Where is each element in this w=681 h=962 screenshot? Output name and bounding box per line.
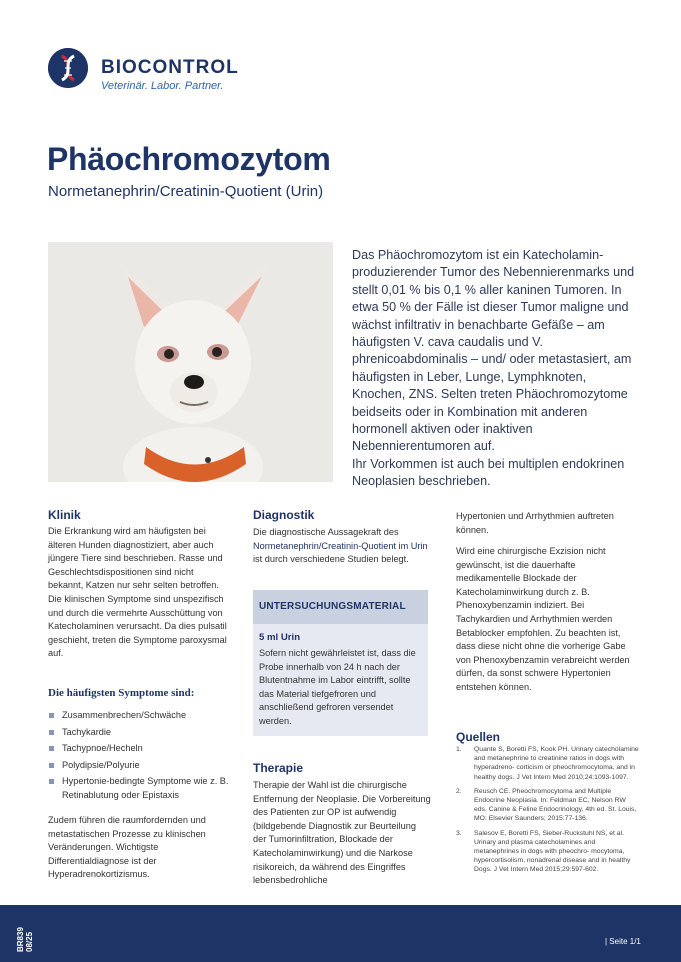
reference-number: 3.	[456, 829, 462, 837]
symptom-label: Hypertonie-bedingte Symptome wie z. B. Retinablutung oder Epistaxis	[62, 776, 229, 800]
reference-number: 2.	[456, 787, 462, 795]
symptom-label: Tachypnoe/Hecheln	[62, 743, 143, 753]
diagnostik-text	[253, 526, 428, 567]
list-item	[48, 726, 233, 740]
list-item	[48, 742, 233, 756]
bullet-icon	[49, 713, 54, 718]
brand-name: BIOCONTROL	[101, 57, 239, 78]
footer-code-line-1: BR839	[16, 927, 25, 952]
diagnostik-heading: Diagnostik	[253, 508, 315, 522]
biocontrol-logo-icon	[48, 48, 88, 88]
intro-paragraph: Das Phäochromozytom ist ein Katecholamin-produzierender Tumor des Nebennierenmarks und stellt 0,01 % bis 0,1 % aller kaninen Tumoren. In etwa 50 % der Fälle ist dieser Tumor maligne und wächst infiltrativ in benachbarte Gefäße – am häufigsten V. cava caudalis und V. phrenicoabdominalis – und/ oder metastasiert, am häufigsten in Leber, Lunge, Lymphknoten, Knochen, ZNS. Selten treten Phäochromozytome beidseits oder in Kombination mit anderen hormonell aktiven oder inaktiven Nebennierentumoren auf.	[352, 248, 635, 454]
symptom-label: Zusammenbrechen/Schwäche	[62, 710, 187, 720]
list-item	[48, 709, 233, 723]
bullet-icon	[49, 730, 54, 735]
klinik-text: Die Erkrankung wird am häufigsten bei älteren Hunden diagnostiziert, aber auch jüngere Tiere sind beschrieben. Rasse und Geschlechtsdispositionen sind nicht bekannt, Katzen nur sehr selten betroffen. Die klinischen Symptome sind unspezifisch und durch die vermehrte Ausschüttung von Katecholaminen verursacht. Da dies pulsatil geschieht, treten die Symptome paroxysmal auf.	[48, 526, 227, 659]
symptom-label: Polydipsie/Polyurie	[62, 759, 140, 770]
page-subtitle: Normetanephrin/Creatinin-Quotient (Urin)	[48, 183, 324, 200]
diagnostik-highlight: Normetanephrin/Creatinin-Quotient im Urin	[253, 540, 428, 551]
brand-tagline: Veterinär. Labor. Partner.	[101, 80, 224, 92]
material-box-heading: UNTERSUCHUNGSMATERIAL	[259, 601, 406, 612]
list-item	[456, 745, 640, 782]
list-item	[456, 787, 640, 824]
reference-text: Reusch CE. Pheochromocytoma and Multiple Endocrine Neoplasia. In: Feldman EC, Nelson RW eds. Canine & Feline Endocrinology, 4th ed. St. Louis, MO: Elsevier Saunders; 2015:77-136.	[474, 787, 637, 823]
list-item	[456, 829, 640, 875]
material-box-text: Sofern nicht gewährleistet ist, dass die Probe innerhalb von 24 h nach der Blutentnahme im Labor eintrifft, sollte das Material tiefgefroren und anschließend gefroren versendet werden.	[259, 648, 416, 726]
list-item	[48, 759, 233, 773]
column3-text-2: Wird eine chirurgische Exzision nicht gewünscht, ist die dauerhafte medikamentelle Blockade der Katecholaminwirkung durch z. B. Phenoxybenzamin indiziert. Bei Tachykardien und Arrhythmien werden Betablocker empfohlen. Zu beachten ist, dass diese nicht ohne die vorherige Gabe von Phenoxybenzamin verabreicht werden dürfen, da sonst schwere Hypertonien entstehen können.	[456, 546, 630, 692]
reference-number: 1.	[456, 746, 462, 753]
symptoms-list	[48, 709, 233, 805]
therapie-heading: Therapie	[253, 761, 304, 775]
symptoms-heading: Die häufigsten Symptome sind:	[48, 687, 195, 699]
footer-code	[16, 927, 34, 952]
intro-text	[352, 247, 640, 491]
symptom-label: Tachykardie	[62, 726, 112, 737]
therapie-text: Therapie der Wahl ist die chirurgische Entfernung der Neoplasie. Die Vorbereitung des Patienten zur OP ist aufwendig (bildgebende Diagnostik zur Beurteilung der Tumorinfiltration, Blockade der Katecholaminwirkung) und die Narkose risikoreich, da während des Eingriffes lebensbedrohliche	[253, 780, 431, 886]
reference-text: Salesov E, Boretti FS, Sieber-Ruckstuhl NS, et al. Urinary and plasma catecholamines and metanephrines in dogs with pheochro- mocytoma, hypercortisolism, nonadrenal disease and in healthy Dogs. J Vet Intern Med 2015;29:597-602.	[474, 829, 631, 874]
footer-code-line-2: 08/25	[25, 931, 34, 952]
intro-paragraph-2: Ihr Vorkommen ist auch bei multiplen endokrinen Neoplasien beschrieben.	[352, 456, 625, 489]
quellen-list	[456, 745, 640, 880]
klinik-heading: Klinik	[48, 508, 81, 522]
list-item	[48, 775, 233, 802]
bullet-icon	[49, 779, 54, 784]
dog-photo	[48, 242, 333, 482]
quellen-heading: Quellen	[456, 730, 501, 744]
column3-text-1: Hypertonien und Arrhythmien auftreten können.	[456, 511, 614, 535]
reference-text: Quante S, Boretti FS, Kook PH. Urinary catecholamine and metanephrine to creatinine ratios in dogs with hyperadreno- corticism or pheochromocytoma, and in healthy dogs. J Vet Intern Med 2010;24:1093-1097.	[474, 746, 639, 781]
material-box-sub: 5 ml Urin	[259, 632, 301, 643]
klinik-text-after: Zudem führen die raumfordernden und metastatischen Prozesse zu klinischen Veränderungen. Wichtigste Differentialdiagnose ist der Hyperadrenokortizismus.	[48, 815, 206, 880]
diagnostik-text-b: ist durch verschiedene Studien belegt.	[253, 554, 409, 565]
bullet-icon	[49, 746, 54, 751]
footer-page-number: | Seite 1/1	[605, 937, 641, 946]
page-title: Phäochromozytom	[47, 141, 331, 177]
footer-bar	[0, 905, 681, 962]
diagnostik-text-a: Die diagnostische Aussagekraft des	[253, 527, 399, 537]
bullet-icon	[49, 763, 54, 768]
